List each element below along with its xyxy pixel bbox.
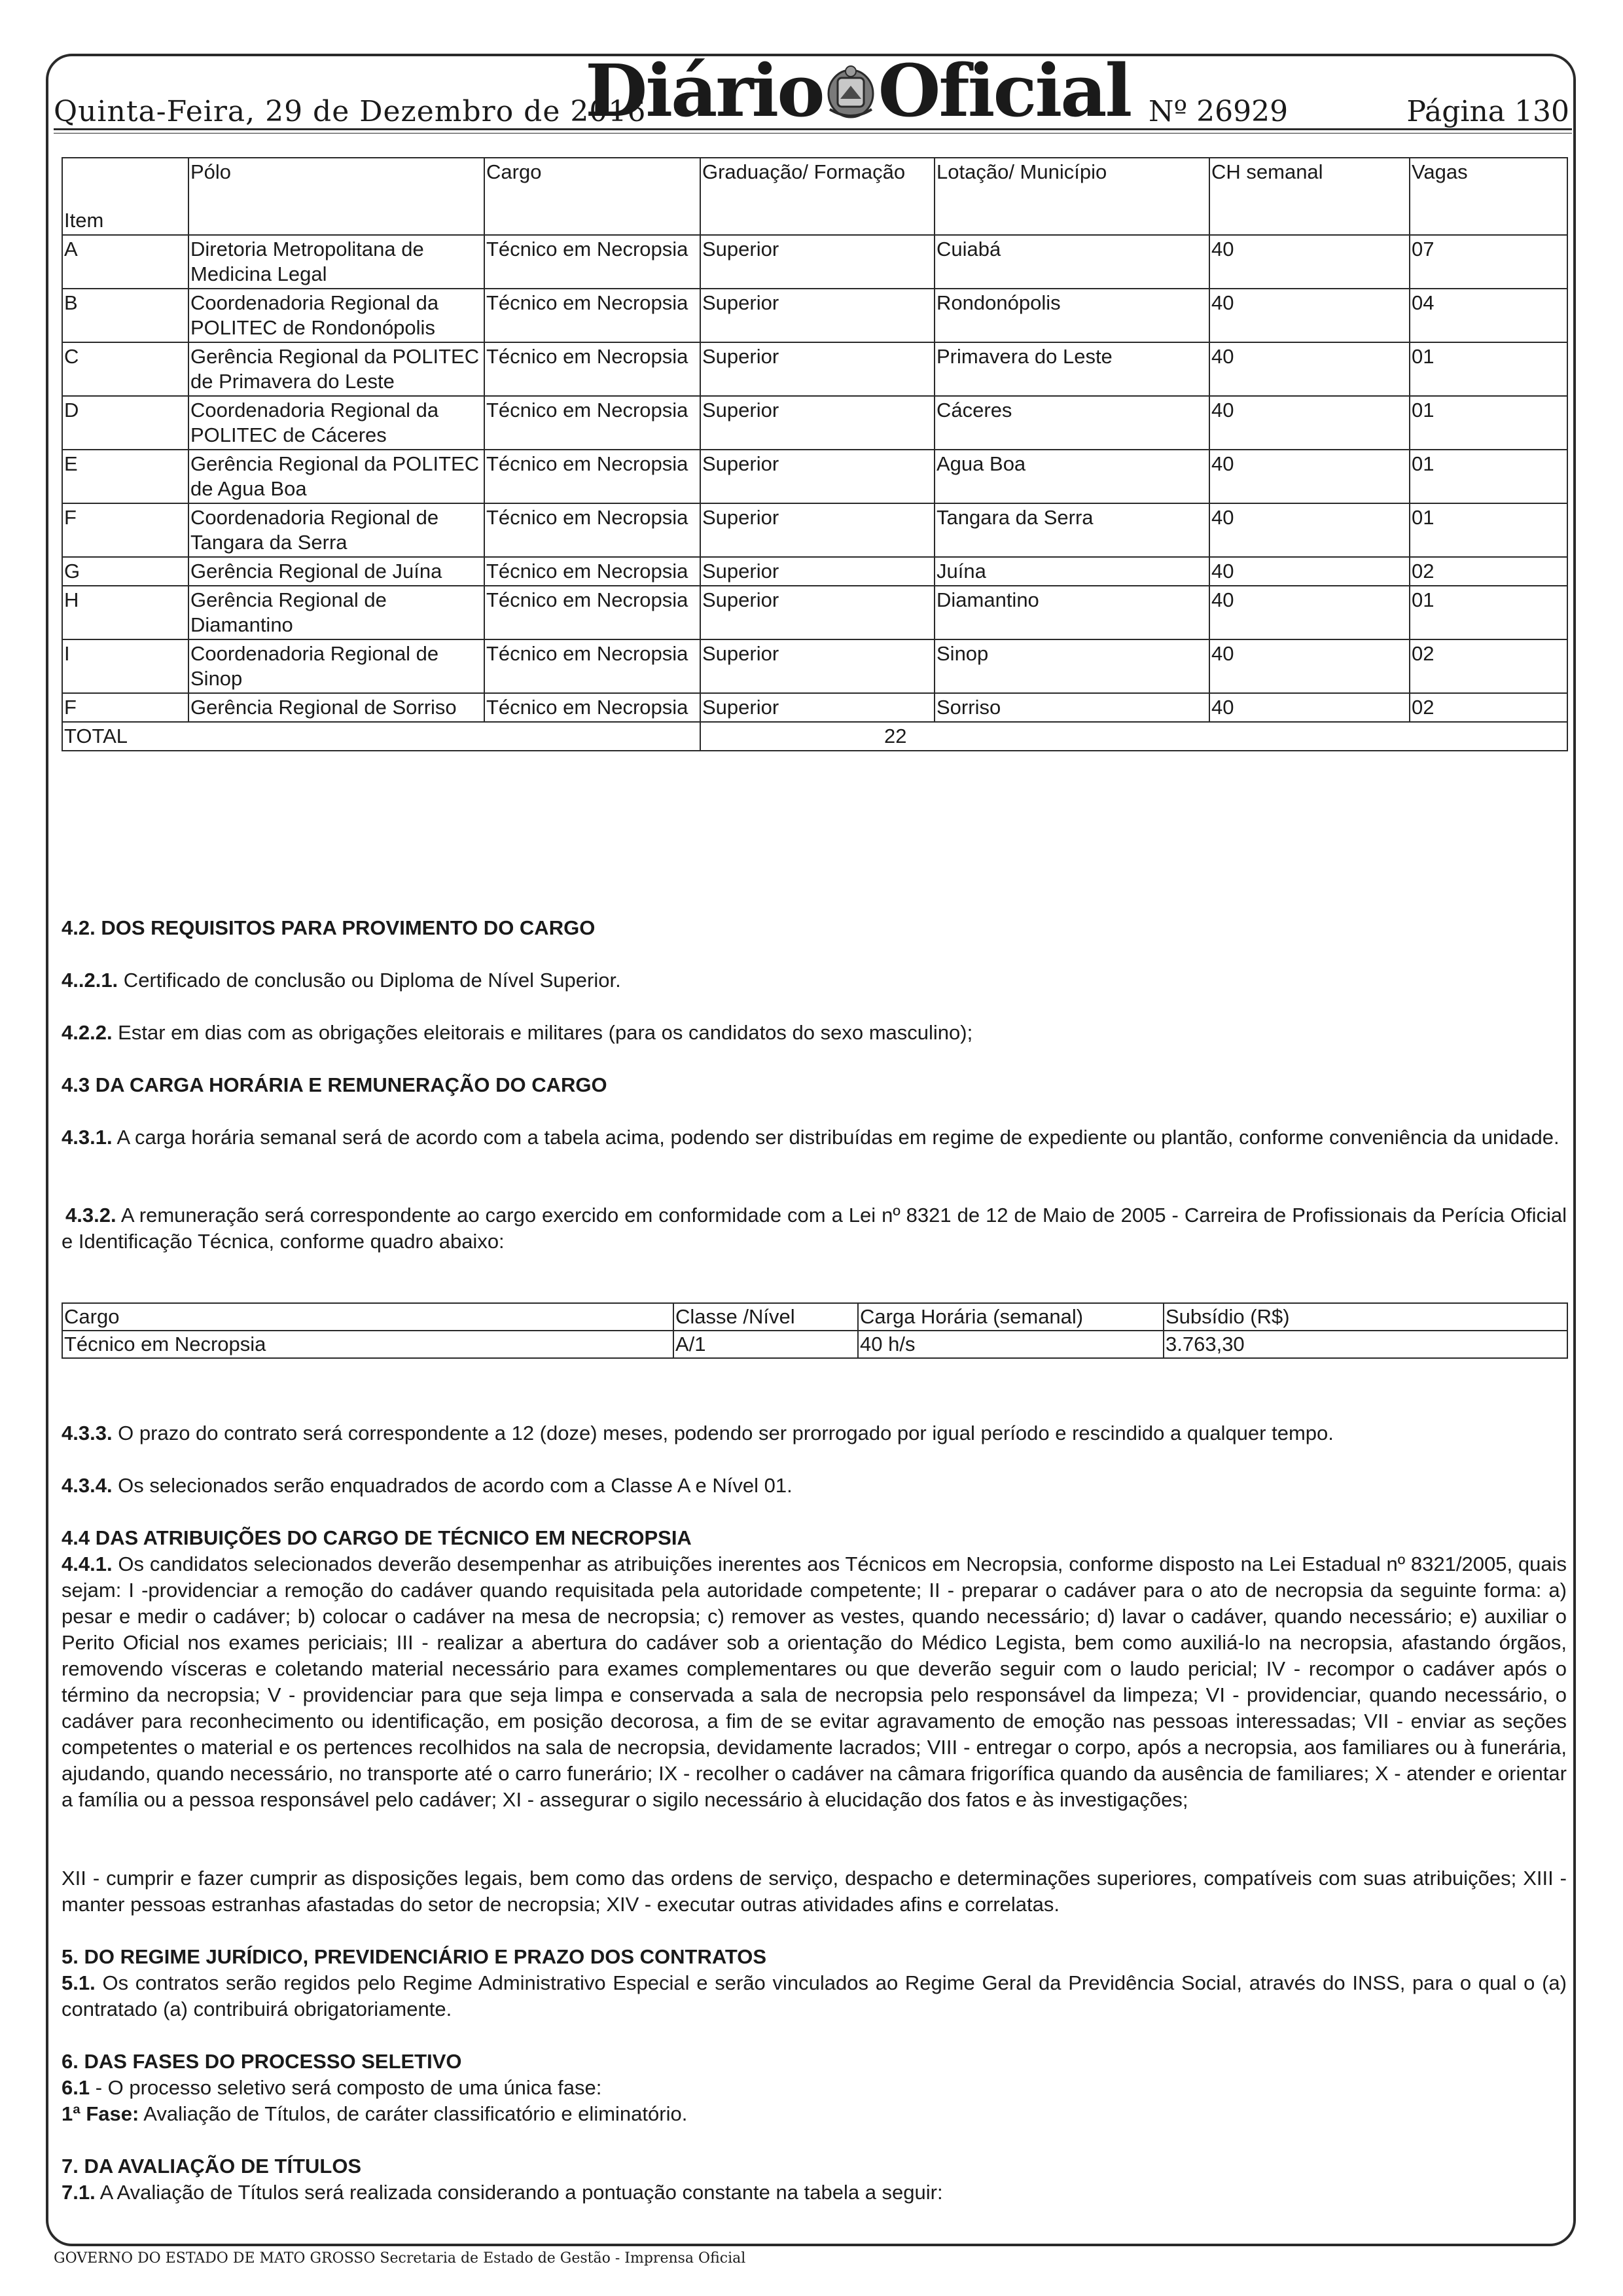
masthead-title-left: Diário: [585, 48, 823, 133]
table-row: [62, 693, 1567, 722]
cell-cargo: Técnico em Necropsia: [484, 450, 700, 503]
paragraph-text: A remuneração será correspondente ao cargo exercido em conformidade com a Lei nº 8321 de 12 de Maio de 2005 - Carreira de Profissionais da Perícia Oficial e Identificação Técnica, conforme quadro abaixo:: [62, 1204, 1567, 1253]
cell-polo: Gerência Regional de Juína: [188, 557, 484, 586]
paragraph-number: 4.3.2.: [65, 1204, 116, 1227]
total-value: 22: [700, 722, 1567, 751]
cell-graduacao: Superior: [700, 693, 935, 722]
cell-classe-nivel: A/1: [673, 1331, 858, 1358]
cell-lotacao: Juína: [935, 557, 1209, 586]
cell-ch-semanal: 40: [1209, 450, 1410, 503]
header-issue-number: Nº 26929: [1149, 95, 1289, 128]
vacancy-table: [62, 157, 1568, 751]
cell-vagas: 02: [1410, 693, 1567, 722]
col-header-vagas: Vagas: [1410, 158, 1567, 235]
paragraph-text: Avaliação de Títulos, de caráter classificatório e eliminatório.: [139, 2102, 688, 2125]
cell-item: D: [62, 396, 188, 450]
cell-graduacao: Superior: [700, 557, 935, 586]
cell-ch-semanal: 40: [1209, 289, 1410, 342]
paragraph-4-3-1: [62, 1124, 1567, 1151]
cell-item: F: [62, 693, 188, 722]
cell-polo: Gerência Regional de Sorriso: [188, 693, 484, 722]
paragraph-text: Os contratos serão regidos pelo Regime Administrativo Especial e serão vinculados ao Regime Geral da Previdência Social, através do INSS, para o qual o (a) contratado (a) contribuirá obrigatoriamente.: [62, 1971, 1567, 2020]
cell-cargo: Técnico em Necropsia: [484, 639, 700, 693]
cell-vagas: 04: [1410, 289, 1567, 342]
col-header-graduacao: Graduação/ Formação: [700, 158, 935, 235]
cell-ch-semanal: 40: [1209, 639, 1410, 693]
col-header-ch-semanal: CH semanal: [1209, 158, 1410, 235]
cell-item: B: [62, 289, 188, 342]
cell-vagas: 01: [1410, 586, 1567, 639]
paragraph-4-3-3: [62, 1420, 1567, 1446]
salary-table: [62, 1302, 1568, 1359]
table-header-row: [62, 158, 1567, 235]
masthead-title: [585, 48, 1131, 133]
table-row: [62, 1331, 1567, 1358]
cell-vagas: 02: [1410, 639, 1567, 693]
paragraph-5-1: [62, 1970, 1567, 2022]
cell-item: I: [62, 639, 188, 693]
cell-ch-semanal: 40: [1209, 235, 1410, 289]
cell-cargo: Técnico em Necropsia: [484, 693, 700, 722]
header-page-number: Página 130: [1406, 95, 1569, 128]
cell-lotacao: Diamantino: [935, 586, 1209, 639]
cell-polo: Coordenadoria Regional de Tangara da Serra: [188, 503, 484, 557]
cell-item: G: [62, 557, 188, 586]
cell-polo: Coordenadoria Regional da POLITEC de Cáceres: [188, 396, 484, 450]
section-7-title: 7. DA AVALIAÇÃO DE TÍTULOS: [62, 2155, 362, 2178]
paragraph-4-4-1-continued: XII - cumprir e fazer cumprir as disposições legais, bem como das ordens de serviço, despacho e determinações superiores, compatíveis com suas atribuições; XIII - manter pessoas estranhas afastadas do setor de necropsia; XIV - executar outras atividades afins e correlatas.: [62, 1867, 1567, 1916]
table-row: [62, 235, 1567, 289]
table-header-row: [62, 1303, 1567, 1331]
cell-cargo: Técnico em Necropsia: [484, 235, 700, 289]
col-header-classe-nivel: Classe /Nível: [673, 1303, 858, 1331]
cell-cargo: Técnico em Necropsia: [484, 503, 700, 557]
cell-ch-semanal: 40: [1209, 503, 1410, 557]
paragraph-number: 4.3.1.: [62, 1126, 113, 1149]
table-row: [62, 450, 1567, 503]
cell-graduacao: Superior: [700, 342, 935, 396]
section-4-4-title: 4.4 DAS ATRIBUIÇÕES DO CARGO DE TÉCNICO EM NECROPSIA: [62, 1526, 692, 1549]
state-crest-icon: [826, 63, 876, 120]
cell-item: A: [62, 235, 188, 289]
paragraph-number: 4.2.2.: [62, 1021, 113, 1044]
page-header: [54, 48, 1572, 133]
col-header-item: Item: [62, 158, 188, 235]
cell-cargo: Técnico em Necropsia: [484, 289, 700, 342]
paragraph-number: 1ª Fase:: [62, 2102, 139, 2125]
paragraph-text: O prazo do contrato será correspondente a 12 (doze) meses, podendo ser prorrogado por igual período e rescindido a qualquer tempo.: [112, 1422, 1334, 1444]
paragraph-number: 4.4.1.: [62, 1552, 113, 1575]
header-rule-thin: [54, 133, 1572, 134]
page-footer: GOVERNO DO ESTADO DE MATO GROSSO Secretaria de Estado de Gestão - Imprensa Oficial: [54, 2250, 746, 2267]
cell-item: F: [62, 503, 188, 557]
cell-lotacao: Agua Boa: [935, 450, 1209, 503]
cell-lotacao: Tangara da Serra: [935, 503, 1209, 557]
paragraph-text: A Avaliação de Títulos será realizada considerando a pontuação constante na tabela a seguir:: [95, 2181, 943, 2204]
col-header-polo: Pólo: [188, 158, 484, 235]
paragraph-4-2-1: [62, 967, 1567, 994]
cell-graduacao: Superior: [700, 639, 935, 693]
col-header-cargo: Cargo: [484, 158, 700, 235]
cell-item: E: [62, 450, 188, 503]
cell-vagas: 01: [1410, 503, 1567, 557]
cell-ch-semanal: 40: [1209, 557, 1410, 586]
table-row: [62, 396, 1567, 450]
table-row: [62, 342, 1567, 396]
paragraph-6-fase: [62, 2101, 1567, 2127]
cell-lotacao: Primavera do Leste: [935, 342, 1209, 396]
cell-cargo: Técnico em Necropsia: [484, 396, 700, 450]
table-row: [62, 639, 1567, 693]
cell-item: C: [62, 342, 188, 396]
cell-lotacao: Sorriso: [935, 693, 1209, 722]
cell-polo: Coordenadoria Regional da POLITEC de Rondonópolis: [188, 289, 484, 342]
paragraph-text: - O processo seletivo será composto de uma única fase:: [90, 2076, 602, 2099]
paragraph-6-1: [62, 2075, 1567, 2101]
paragraph-4-2-2: [62, 1020, 1567, 1046]
cell-cargo: Técnico em Necropsia: [62, 1331, 673, 1358]
paragraph-7-1: [62, 2179, 1567, 2206]
paragraph-text: A carga horária semanal será de acordo com a tabela acima, podendo ser distribuídas em regime de expediente ou plantão, conforme conveniência da unidade.: [112, 1126, 1560, 1149]
paragraph-number: 4.3.4.: [62, 1474, 113, 1497]
header-rule: [54, 128, 1572, 130]
cell-item: H: [62, 586, 188, 639]
section-4-2-title: 4.2. DOS REQUISITOS PARA PROVIMENTO DO CARGO: [62, 916, 596, 939]
section-4-3-title: 4.3 DA CARGA HORÁRIA E REMUNERAÇÃO DO CARGO: [62, 1073, 607, 1096]
section-5-title: 5. DO REGIME JURÍDICO, PREVIDENCIÁRIO E PRAZO DOS CONTRATOS: [62, 1945, 767, 1968]
col-header-carga-horaria: Carga Horária (semanal): [858, 1303, 1164, 1331]
paragraph-number: 5.1.: [62, 1971, 96, 1994]
col-header-subsidio: Subsídio (R$): [1164, 1303, 1567, 1331]
cell-ch-semanal: 40: [1209, 586, 1410, 639]
cell-graduacao: Superior: [700, 450, 935, 503]
table-row: [62, 557, 1567, 586]
cell-cargo: Técnico em Necropsia: [484, 342, 700, 396]
cell-lotacao: Cuiabá: [935, 235, 1209, 289]
cell-ch-semanal: 40: [1209, 693, 1410, 722]
cell-subsidio: 3.763,30: [1164, 1331, 1567, 1358]
cell-polo: Gerência Regional da POLITEC de Agua Boa: [188, 450, 484, 503]
paragraph-text: Certificado de conclusão ou Diploma de Nível Superior.: [118, 969, 621, 992]
cell-vagas: 01: [1410, 396, 1567, 450]
col-header-lotacao: Lotação/ Município: [935, 158, 1209, 235]
paragraph-number: 4.3.3.: [62, 1422, 113, 1444]
paragraph-text: Os candidatos selecionados deverão desempenhar as atribuições inerentes aos Técnicos em Necropsia, conforme disposto na Lei Estadual nº 8321/2005, quais sejam: I -providenciar a remoção do cadáver quando requisitada pela autoridade competente; II - preparar o cadáver para o ato de necropsia da seguinte forma: a) pesar e medir o cadáver; b) colocar o cadáver na mesa de necropsia; c) remover as vestes, quando necessário; d) lavar o cadáver, quando necessário; e) auxiliar o Perito Oficial nos exames periciais; III - realizar a abertura do cadáver sob a orientação do Médico Legista, bem como auxiliá-lo na necropsia, afastando órgãos, removendo vísceras e coletando material necessário para exames complementares ou que deverão seguir com o laudo pericial; IV - recompor o cadáver após o término da necropsia; V - providenciar para que seja limpa e conservada a sala de necropsia pelo responsável da limpeza; VI - providenciar, quando necessário, o cadáver para reconhecimento ou identificação, em posição decorosa, a fim de se evitar agravamento de emoção nas pessoas interessadas; VII - enviar as seções competentes o material e os pertences recolhidos na sala de necropsia, devidamente lacrados; VIII - entregar o corpo, após a necropsia, aos familiares ou à funerária, ajudando, quando necessário, no transporte até o carro funerário; IX - recolher o cadáver na câmara frigorífica quando da ausência de familiares; X - atender e orientar a família ou a pessoa responsável pelo cadáver; XI - assegurar o sigilo necessário à elucidação dos fatos e às investigações;: [62, 1552, 1567, 1811]
cell-cargo: Técnico em Necropsia: [484, 557, 700, 586]
cell-graduacao: Superior: [700, 235, 935, 289]
cell-graduacao: Superior: [700, 289, 935, 342]
masthead-title-right: Oficial: [878, 48, 1131, 133]
col-header-cargo: Cargo: [62, 1303, 673, 1331]
paragraph-number: 7.1.: [62, 2181, 96, 2204]
table-row: [62, 503, 1567, 557]
cell-vagas: 01: [1410, 342, 1567, 396]
cell-lotacao: Rondonópolis: [935, 289, 1209, 342]
cell-vagas: 07: [1410, 235, 1567, 289]
paragraph-4-3-4: [62, 1473, 1567, 1499]
table-row: [62, 586, 1567, 639]
cell-graduacao: Superior: [700, 396, 935, 450]
cell-vagas: 02: [1410, 557, 1567, 586]
cell-polo: Gerência Regional de Diamantino: [188, 586, 484, 639]
paragraph-number: 6.1: [62, 2076, 90, 2099]
cell-graduacao: Superior: [700, 503, 935, 557]
section-6-title: 6. DAS FASES DO PROCESSO SELETIVO: [62, 2050, 462, 2073]
cell-graduacao: Superior: [700, 586, 935, 639]
cell-carga-horaria: 40 h/s: [858, 1331, 1164, 1358]
cell-lotacao: Cáceres: [935, 396, 1209, 450]
cell-ch-semanal: 40: [1209, 342, 1410, 396]
cell-polo: Coordenadoria Regional de Sinop: [188, 639, 484, 693]
total-label: TOTAL: [62, 722, 700, 751]
table-total-row: [62, 722, 1567, 751]
table-row: [62, 289, 1567, 342]
paragraph-text: Estar em dias com as obrigações eleitorais e militares (para os candidatos do sexo masculino);: [112, 1021, 973, 1044]
cell-ch-semanal: 40: [1209, 396, 1410, 450]
cell-vagas: 01: [1410, 450, 1567, 503]
paragraph-4-4-1: [62, 1551, 1567, 1813]
cell-polo: Gerência Regional da POLITEC de Primavera do Leste: [188, 342, 484, 396]
paragraph-4-3-2: [62, 1202, 1567, 1255]
paragraph-text: Os selecionados serão enquadrados de acordo com a Classe A e Nível 01.: [112, 1474, 793, 1497]
header-date: Quinta-Feira, 29 de Dezembro de 2016: [54, 95, 647, 128]
paragraph-number: 4..2.1.: [62, 969, 118, 992]
cell-lotacao: Sinop: [935, 639, 1209, 693]
cell-cargo: Técnico em Necropsia: [484, 586, 700, 639]
cell-polo: Diretoria Metropolitana de Medicina Legal: [188, 235, 484, 289]
